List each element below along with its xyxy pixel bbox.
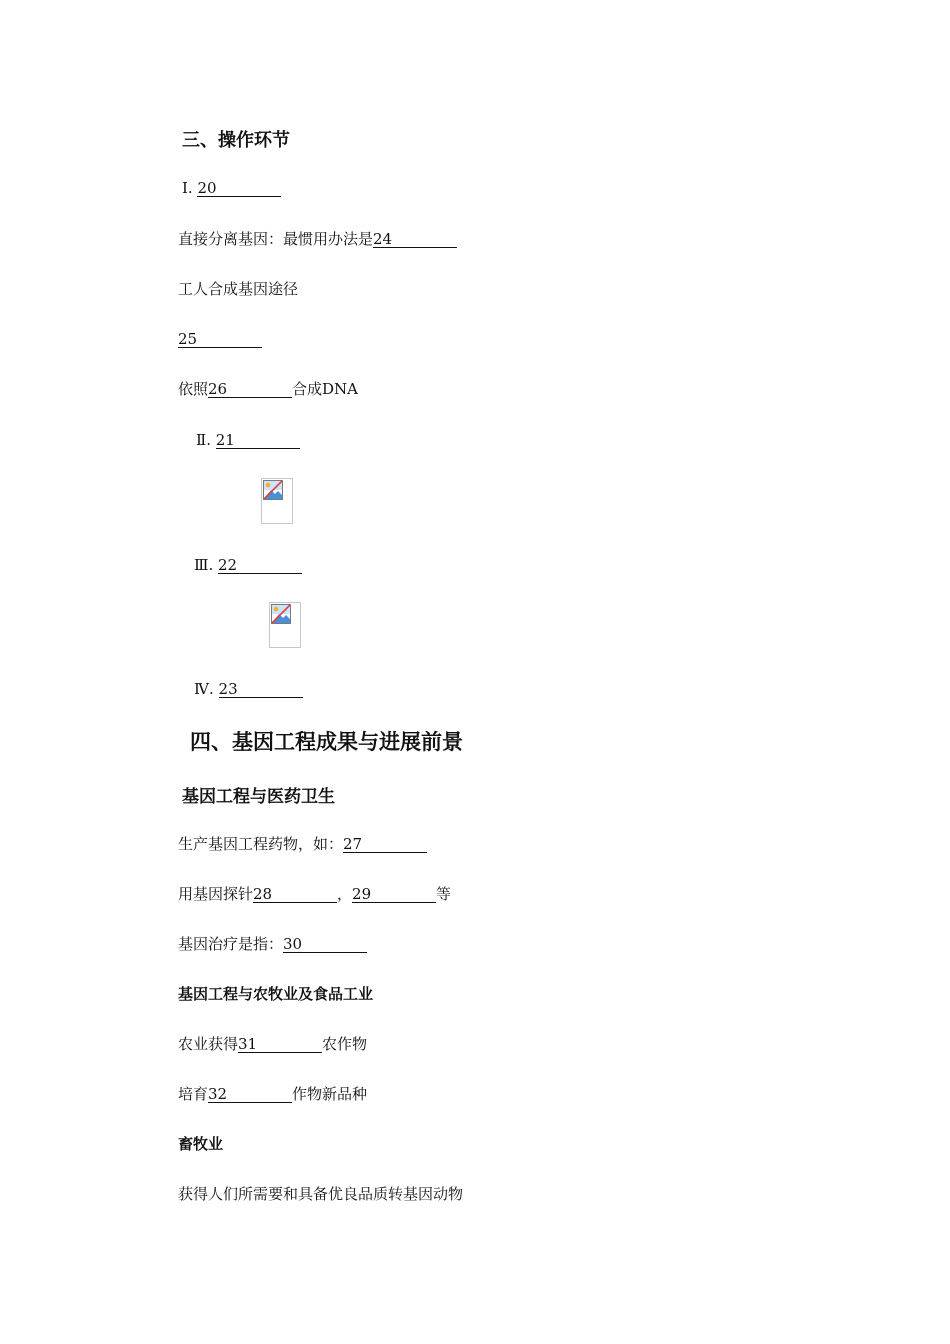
basis-suffix: 合成DNA [292, 380, 358, 398]
direct-isolation-text: 直接分离基因：最惯用办法是 [178, 230, 374, 248]
medicine-heading: 基因工程与医药卫生 [182, 787, 335, 807]
blank-31: 31 [238, 1036, 322, 1053]
section-3-heading: 三、操作环节 [182, 130, 290, 151]
blank-25-line [178, 329, 262, 349]
basis-line [178, 379, 358, 399]
blank-29: 29 [352, 886, 436, 903]
breeding-suffix: 作物新品种 [292, 1085, 368, 1103]
direct-isolation-line [178, 229, 457, 249]
drug-text: 生产基因工程药物，如： [178, 835, 344, 853]
blank-32: 32 [208, 1086, 292, 1103]
item-iii [194, 555, 302, 575]
breeding-text: 培育 [178, 1085, 209, 1103]
item-iv [194, 679, 303, 699]
synthesis-text: 工人合成基因途径 [178, 280, 299, 298]
item-iv-label: Ⅳ. [194, 680, 214, 698]
item-ii-label: Ⅱ. [196, 431, 211, 449]
livestock-line [178, 1184, 463, 1204]
agriculture-text: 农业获得 [178, 1035, 239, 1053]
section-4-heading: 四、基因工程成果与进展前景 [190, 730, 463, 754]
broken-image-icon [261, 478, 293, 524]
drug-line [178, 834, 427, 854]
blank-24: 24 [373, 231, 457, 248]
blank-21: 21 [216, 432, 300, 449]
item-i-label: Ⅰ. [182, 179, 193, 197]
broken-image-icon [269, 602, 301, 648]
therapy-text: 基因治疗是指： [178, 935, 284, 953]
blank-30: 30 [283, 936, 367, 953]
blank-23: 23 [219, 681, 303, 698]
item-ii [196, 430, 300, 450]
item-i [182, 178, 281, 198]
breeding-line [178, 1084, 367, 1104]
probe-line [178, 884, 451, 904]
agriculture-suffix: 农作物 [322, 1035, 368, 1053]
blank-26: 26 [208, 381, 292, 398]
blank-20: 20 [197, 180, 281, 197]
item-iii-label: Ⅲ. [194, 556, 214, 574]
blank-28: 28 [253, 886, 337, 903]
agriculture-heading: 基因工程与农牧业及食品工业 [178, 985, 374, 1003]
blank-25: 25 [178, 331, 262, 348]
synthesis-line [178, 279, 298, 299]
probe-suffix: 等 [436, 885, 452, 903]
livestock-heading: 畜牧业 [178, 1135, 224, 1153]
blank-27: 27 [343, 836, 427, 853]
agriculture-line [178, 1034, 367, 1054]
livestock-text: 获得人们所需要和具备优良品质转基因动物 [178, 1185, 464, 1203]
blank-22: 22 [218, 557, 302, 574]
probe-separator: ， [337, 885, 353, 903]
therapy-line [178, 934, 367, 954]
basis-prefix: 依照 [178, 380, 209, 398]
probe-text: 用基因探针 [178, 885, 254, 903]
